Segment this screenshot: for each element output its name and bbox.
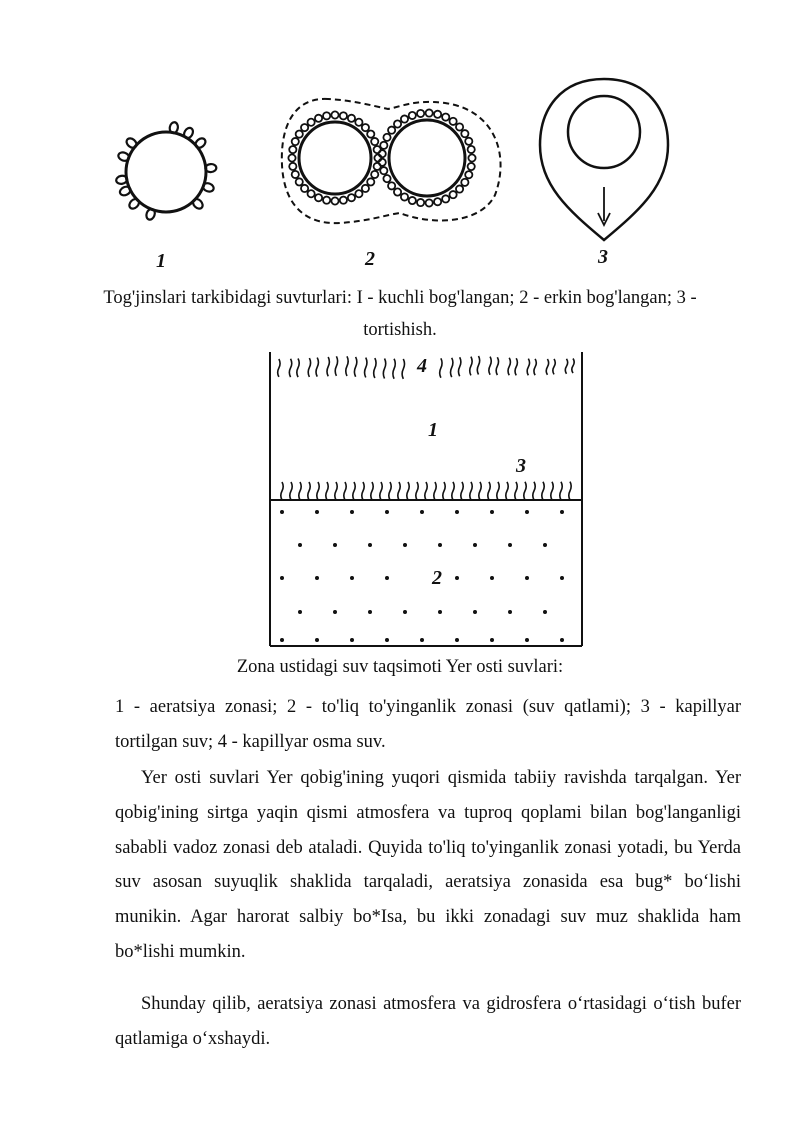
- figure2-label-3: 3: [516, 455, 526, 477]
- figure1-label-1: 1: [156, 250, 166, 272]
- figure2-legend: 1 - aeratsiya zonasi; 2 - to'liq to'yinganlik zonasi (suv qatlami); 3 - kapillyar tortilgan suv; 4 - kapillyar osma suv.: [115, 697, 741, 752]
- paragraph-2: Shunday qilib, aeratsiya zonasi atmosfera va gidrosfera o‘rtasidagi o‘tish bufer qatlamiga o‘xshaydi.: [115, 994, 741, 1049]
- capillary-fringe-water: [281, 482, 571, 500]
- loosely-bound-water-diagram: [282, 99, 501, 223]
- gravitational-water-diagram: [540, 79, 668, 240]
- water-zones-figure: [262, 352, 592, 652]
- figure2-label-1: 1: [428, 419, 438, 441]
- saturated-zone-dots: [280, 510, 564, 642]
- figure2-label-2: 2: [432, 567, 442, 589]
- paragraph-1: Yer osti suvlari Yer qobig'ining yuqori qismida tabiiy ravishda tarqalgan. Yer qobig'ining sirtga yaqin qismi atmosfera va tuproq qoplami bilan bog'langanligi sababli vadoz zonasi deb ataladi. Quyida to'liq to'yinganlik zonasi yotadi, bu Yerda suv asosan suyuqlik shaklida tarqaladi, aeratsiya zonasida esa bug* bo‘lishi munikin. Agar harorat salbiy bo*Isa, bu ikki zonadagi suv muz shaklida ham bo*lishi mumkin.: [115, 768, 741, 962]
- strongly-bound-water-diagram: [116, 122, 217, 221]
- figure1-caption: Tog'jinslari tarkibidagi suvturlari: I - kuchli bog'langan; 2 - erkin bog'langan; 3 - tortishish.: [103, 288, 697, 340]
- water-types-figure: [100, 85, 700, 275]
- figure2-label-4: 4: [417, 355, 427, 377]
- figure2-caption: Zona ustidagi suv taqsimoti Yer osti suvlari:: [236, 657, 564, 677]
- figure1-label-2: 2: [365, 248, 375, 270]
- figure1-label-3: 3: [598, 246, 608, 268]
